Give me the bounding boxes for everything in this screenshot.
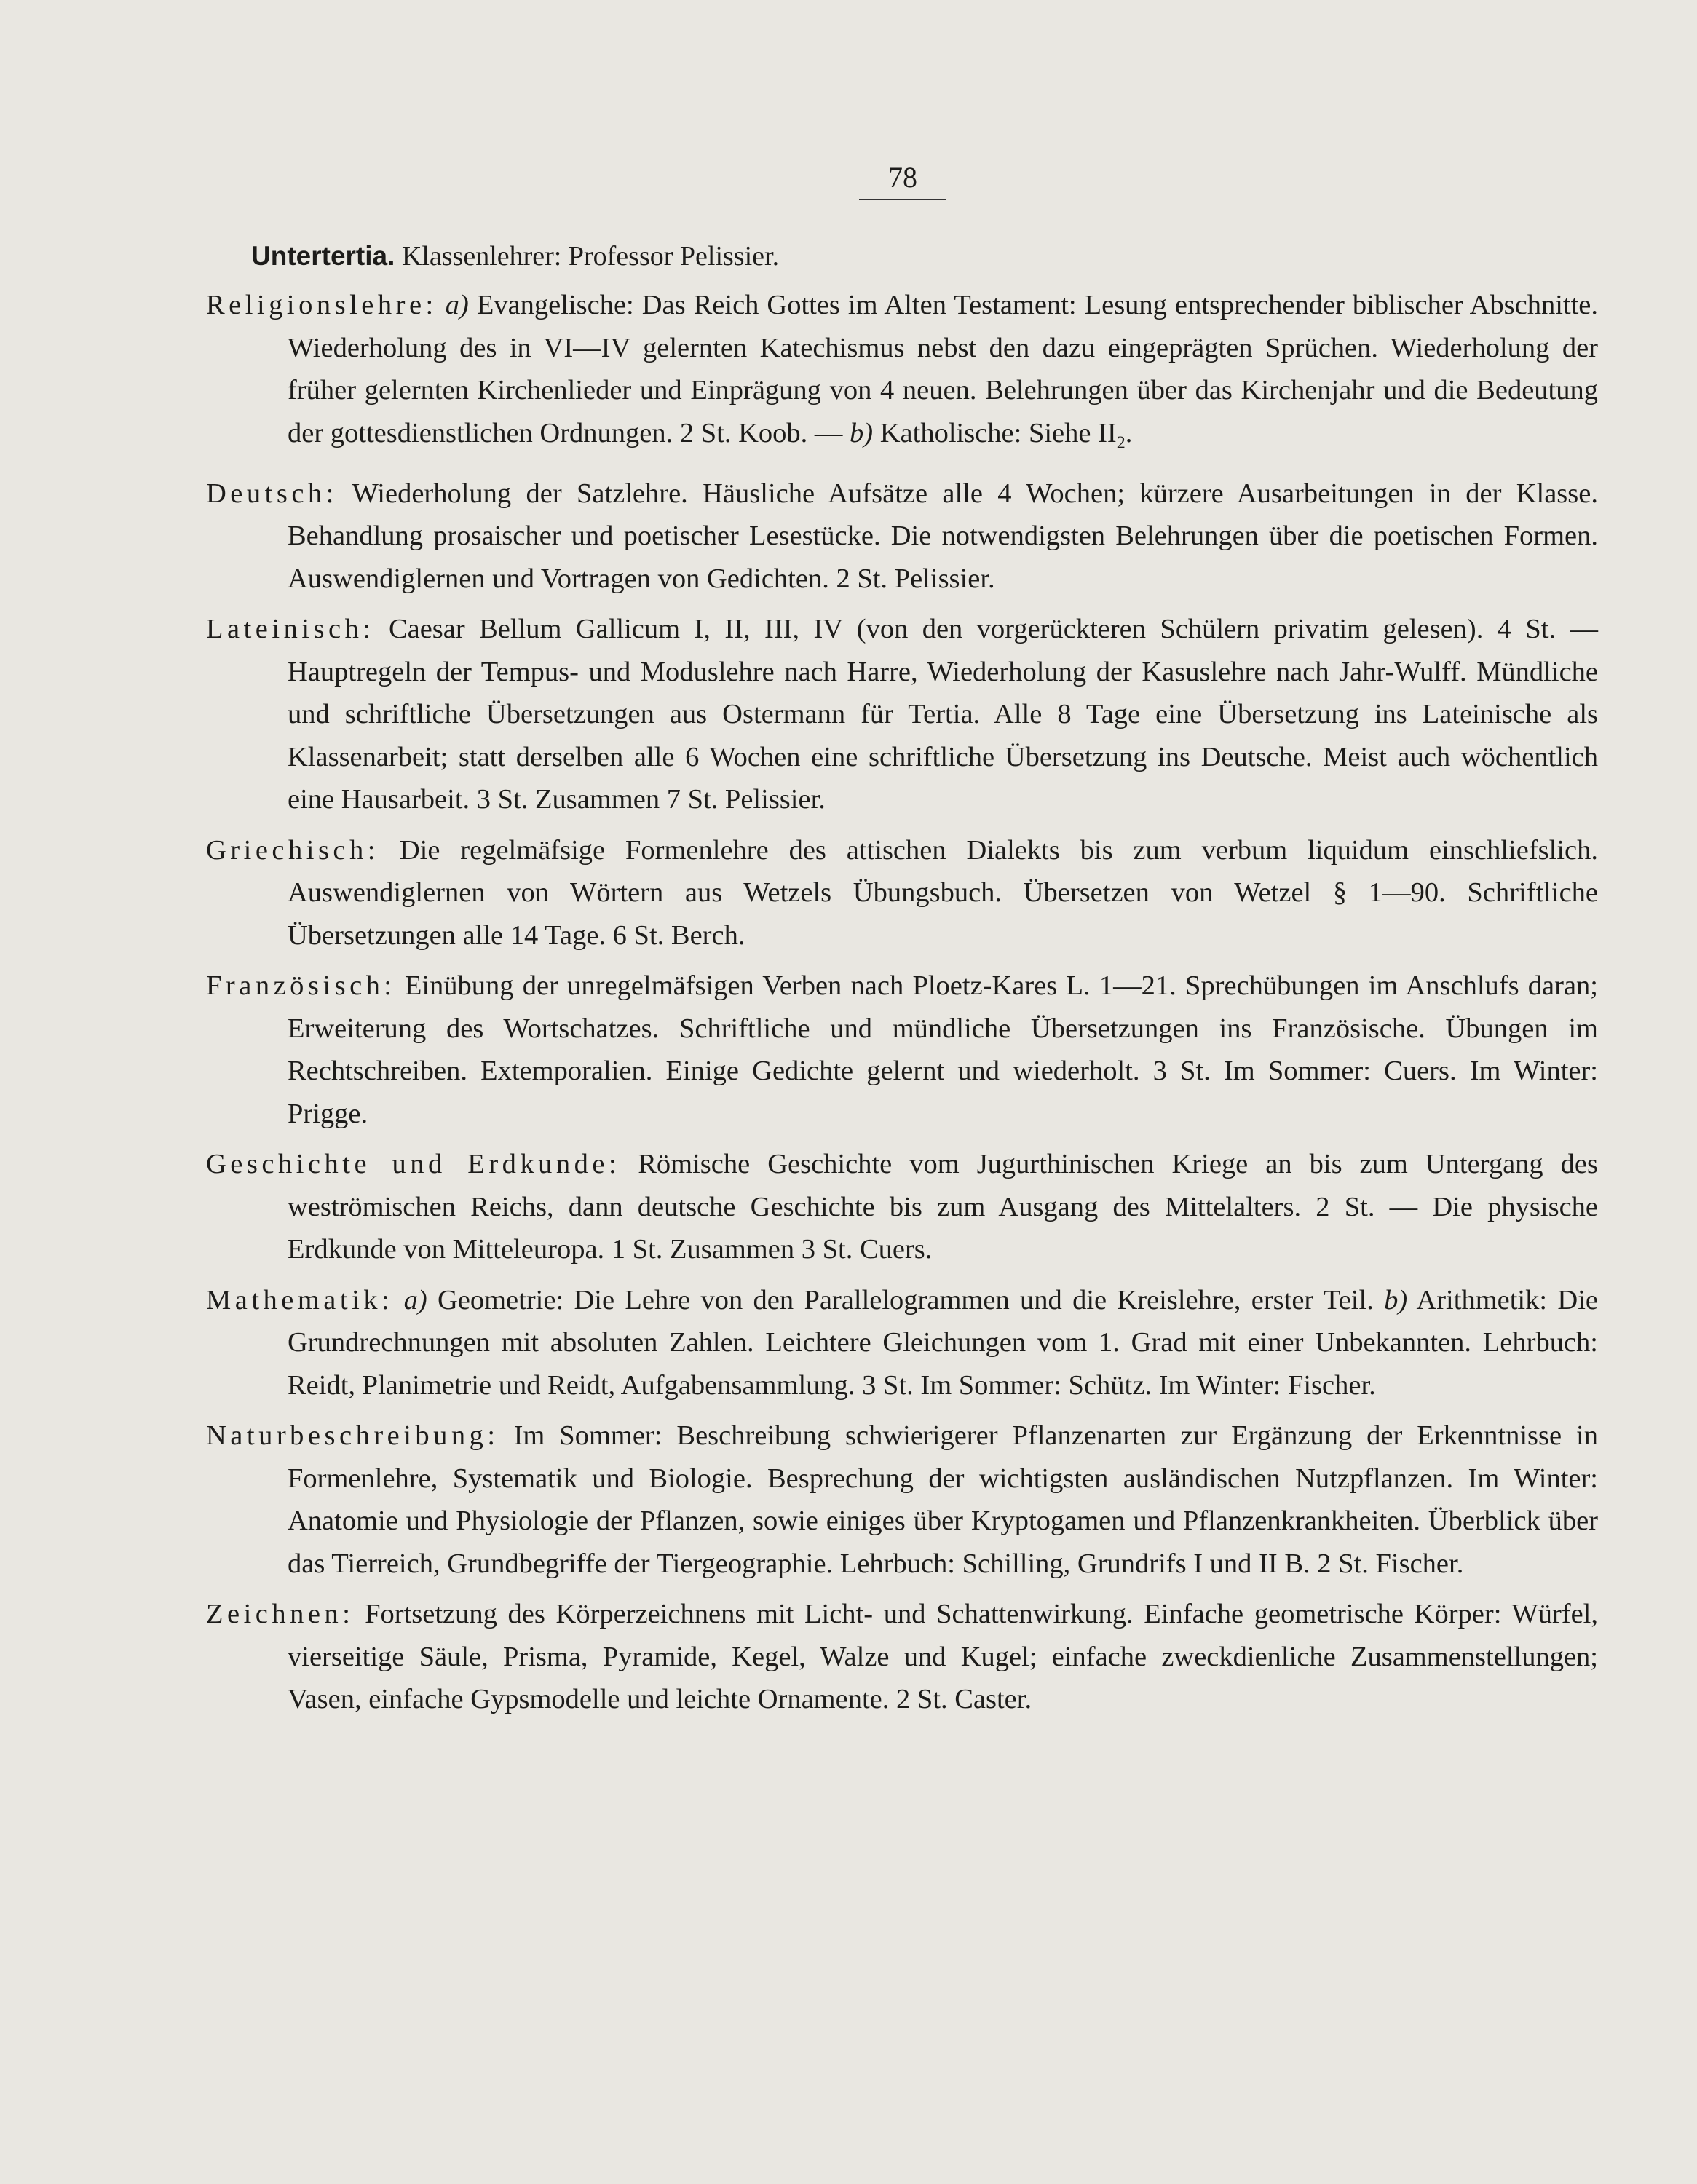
entry-zeichnen [206,1593,1598,1721]
entry-text: Römische Geschichte vom Jugurthinischen Kriege an bis zum Untergang des weströmischen Reichs, dann deutsche Geschichte bis zum Ausgang des Mittelalters. 2 St. — Die physische Erdkunde von Mitteleuropa. 1 St. Zusammen 3 St. Cuers. [288,1149,1599,1265]
page-number: 78 [859,160,946,200]
subject-label: Naturbeschreibung: [206,1420,499,1452]
entry-deutsch [206,472,1598,601]
entry-lateinisch [206,608,1598,821]
entry-text: Wiederholung der Satzlehre. Häusliche Aufsätze alle 4 Wochen; kürzere Ausarbeitungen in der Klasse. Behandlung prosaischer und poetischer Lesestücke. Die notwendigsten Belehrungen über die poetischen Formen. Auswendiglernen und Vortragen von Gedichten. 2 St. Pelissier. [288,478,1598,594]
part-b-label: b) [850,417,874,448]
subject-label: Religionslehre: [206,290,438,320]
part-a-label: a) [445,290,469,320]
entry-geschichte-erdkunde [206,1143,1598,1271]
entry-mathematik [206,1279,1598,1407]
class-title: Untertertia. [251,241,395,271]
entry-text: Caesar Bellum Gallicum I, II, III, IV (von den vorgerückteren Schülern privatim gelesen). 4 St. — Hauptregeln der Tempus- und Moduslehre nach Harre, Wiederholung der Kasuslehre nach Jahr-Wulff. Mündliche und schriftliche Übersetzungen aus Ostermann für Tertia. Alle 8 Tage eine Übersetzung ins Lateinische als Klassenarbeit; statt derselben alle 6 Wochen eine schriftliche Übersetzung ins Deutsche. Meist auch wöchentlich eine Hausarbeit. 3 St. Zusammen 7 St. Pelissier. [288,614,1599,815]
subject-label: Französisch: [206,970,396,1002]
entry-text-b: Katholische: Siehe II [879,417,1117,448]
entry-religionslehre [206,284,1598,464]
class-teacher: Klassenlehrer: Professor Pelissier. [401,241,780,272]
entry-text-b: Arithmetik: Die Grundrechnungen mit absoluten Zahlen. Leichtere Gleichungen vom 1. Grad mit einer Unbekannten. Lehrbuch: Reidt, Planimetrie und Reidt, Aufgabensammlung. 3 St. Im Sommer: Schütz. Im Winter: Fischer. [288,1284,1598,1401]
entry-text: Die regelmäfsige Formenlehre des attischen Dialekts bis zum verbum liquidum einschliefslich. Auswendiglernen von Wörtern aus Wetzels Übungsbuch. Übersetzen von Wetzel § 1—90. Schriftliche Übersetzungen alle 14 Tage. 6 St. Berch. [288,834,1598,951]
entry-franzoesisch [206,965,1598,1135]
subject-label: Griechisch: [206,834,379,866]
entry-text-end: . [1125,417,1133,448]
entry-text: Im Sommer: Beschreibung schwierigerer Pflanzenarten zur Ergänzung der Erkenntnisse in Formenlehre, Systematik und Biologie. Besprechung der wichtigsten ausländischen Nutzpflanzen. Im Winter: Anatomie und Physiologie der Pflanzen, sowie einiges über Kryptogamen und Pflanzenkrankheiten. Überblick über das Tierreich, Grundbegriffe der Tiergeographie. Lehrbuch: Schilling, Grundrifs I und II B. 2 St. Fischer. [288,1420,1599,1579]
part-a-label: a) [403,1284,427,1315]
subject-label: Geschichte und Erdkunde: [206,1149,621,1180]
entry-text-a: Evangelische: Das Reich Gottes im Alten Testament: Lesung entsprechender biblischer Abschnitte. Wiederholung des in VI—IV gelernten Katechismus nebst den dazu eingeprägten Sprüchen. Wiederholung der früher gelernten Kirchenlieder und Einprägung von 4 neuen. Belehrungen über das Kirchenjahr und die Bedeutung der gottesdienstlichen Ordnungen. 2 St. Koob. — [288,290,1599,448]
curriculum-body [206,284,1598,1729]
subject-label: Lateinisch: [206,614,375,645]
subject-label: Zeichnen: [206,1599,355,1630]
subject-label: Mathematik: [206,1284,394,1315]
part-b-label: b) [1384,1284,1408,1315]
entry-text: Fortsetzung des Körperzeichnens mit Licht- und Schattenwirkung. Einfache geometrische Körper: Würfel, vierseitige Säule, Prisma, Pyramide, Kegel, Walze und Kugel; einfache zweckdienliche Zusammenstellungen; Vasen, einfache Gypsmodelle und leichte Ornamente. 2 St. Caster. [288,1599,1598,1715]
entry-griechisch [206,829,1598,957]
class-heading [251,240,779,272]
subscript: 2 [1116,433,1126,453]
entry-text: Einübung der unregelmäfsigen Verben nach Ploetz-Kares L. 1—21. Sprechübungen im Anschlufs daran; Erweiterung des Wortschatzes. Schriftliche und mündliche Übersetzungen ins Französische. Übungen im Rechtschreiben. Extemporalien. Einige Gedichte gelernt und wiederholt. 3 St. Im Sommer: Cuers. Im Winter: Prigge. [288,970,1599,1129]
entry-naturbeschreibung [206,1415,1598,1585]
subject-label: Deutsch: [206,478,338,509]
entry-text-a: Geometrie: Die Lehre von den Parallelogrammen und die Kreislehre, erster Teil. [437,1284,1374,1315]
